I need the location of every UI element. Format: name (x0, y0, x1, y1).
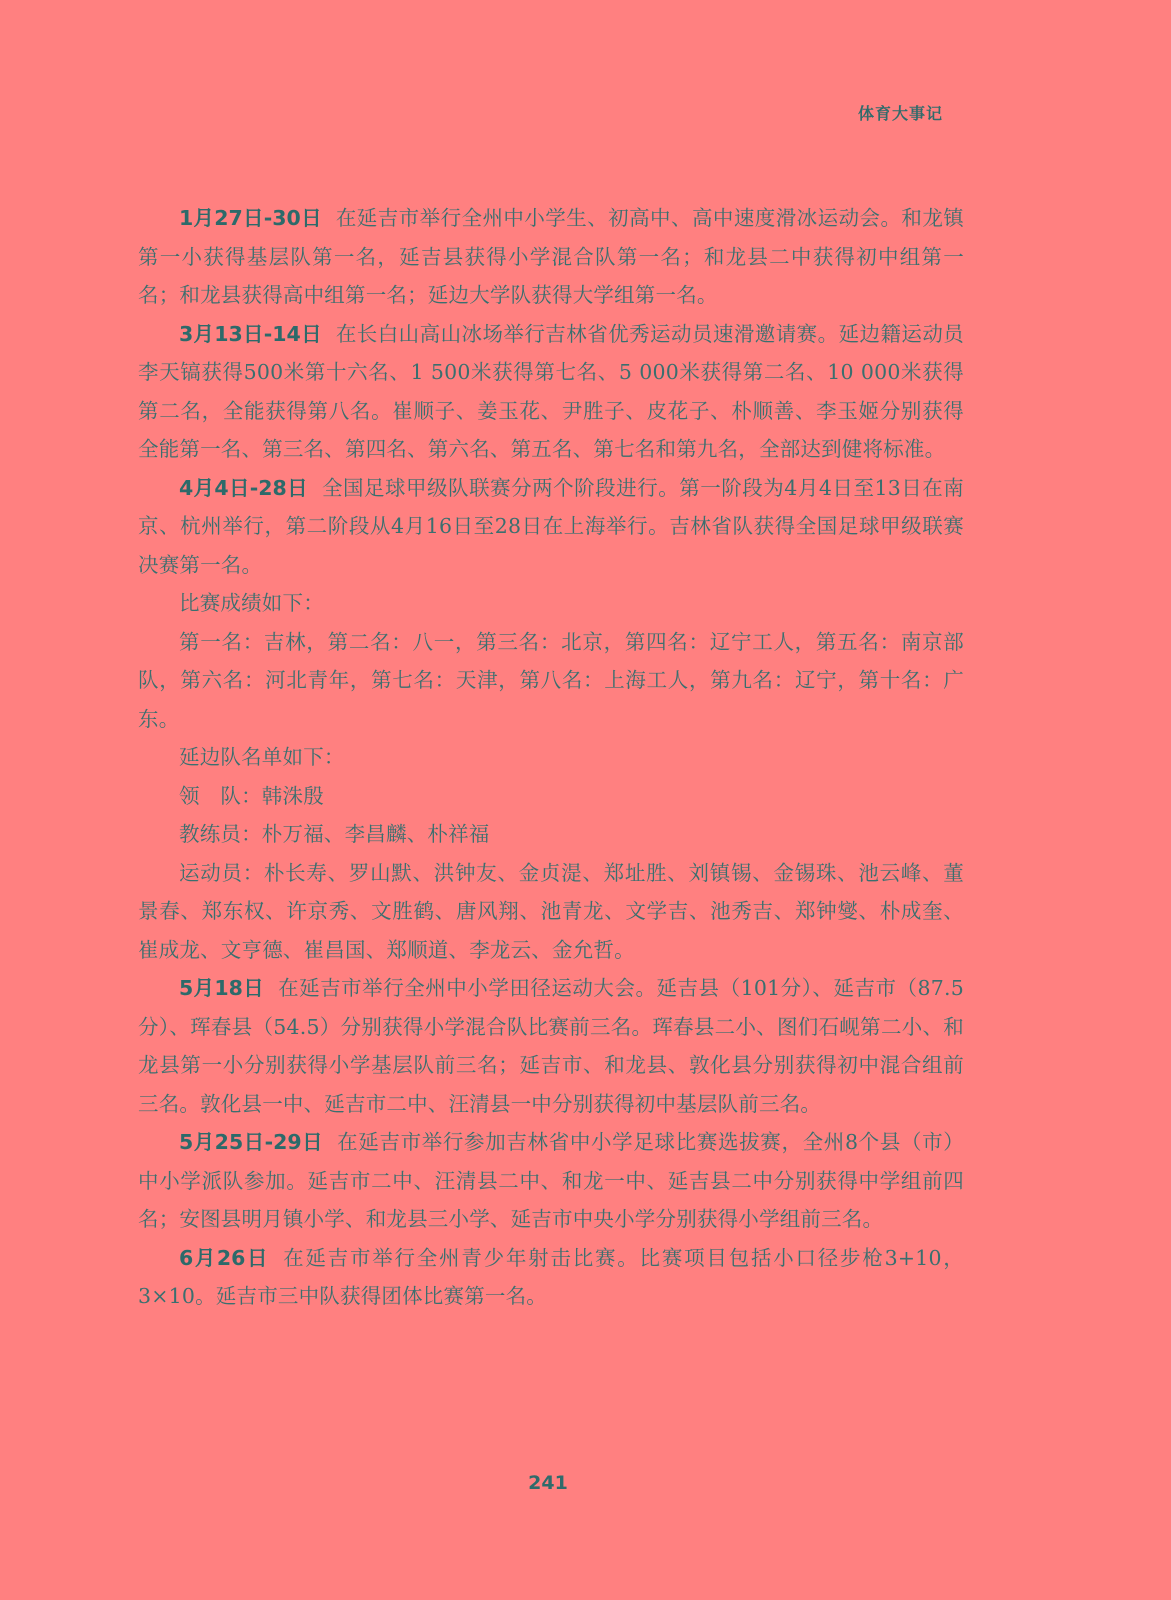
results-text: 第一名：吉林，第二名：八一，第三名：北京，第四名：辽宁工人，第五名：南京部队，第六名：河北青年，第七名：天津，第八名：上海工人，第九名：辽宁，第十名：广东。 (138, 629, 964, 731)
roster-coaches: 教练员：朴万福、李昌麟、朴祥福 (179, 822, 490, 846)
entry-text: 在长白山高山冰场举行吉林省优秀运动员速滑邀请赛。延边籍运动员李天镐获得500米第十六名、1 500米获得第七名、5 000米获得第二名、10 000米获得第二名，全能获得第八名。崔顺子、姜玉花、尹胜子、皮花子、朴顺善、李玉姬分别获得全能第一名、第三名、第四名、第六名、第五名、第七名和第九名，全部达到健将标准。 (138, 321, 965, 461)
entry-paragraph (138, 199, 964, 315)
entry-paragraph (138, 1239, 964, 1316)
entry-date: 3月13日-14日 (179, 321, 322, 346)
entry-paragraph (138, 315, 964, 469)
entry-text: 在延吉市举行参加吉林省中小学足球比赛选拔赛，全州8个县（市）中小学派队参加。延吉市二中、汪清县二中、和龙一中、延吉县二中分别获得中学组前四名；安图县明月镇小学、和龙县三小学、延吉市中央小学分别获得小学组前三名。 (138, 1130, 964, 1231)
running-head-title: 体育大事记 (857, 104, 943, 123)
entry-paragraph (138, 469, 964, 585)
roster-athletes: 运动员：朴长寿、罗山默、洪钟友、金贞湜、郑址胜、刘镇锡、金锡珠、池云峰、董景春、郑东权、许京秀、文胜鹤、唐风翔、池青龙、文学吉、池秀吉、郑钟燮、朴成奎、崔成龙、文亨德、崔昌国、郑顺道、李龙云、金允哲。 (138, 860, 964, 962)
roster-intro: 延边队名单如下： (179, 745, 345, 769)
entry-text: 在延吉市举行全州中小学生、初高中、高中速度滑冰运动会。和龙镇第一小获得基层队第一名，延吉县获得小学混合队第一名；和龙县二中获得初中组第一名；和龙县获得高中组第一名；延边大学队获得大学组第一名。 (138, 206, 965, 307)
page-number: 241 (528, 1472, 568, 1494)
entry-text: 在延吉市举行全州中小学田径运动大会。延吉县（101分）、延吉市（87.5分）、珲春县（54.5）分别获得小学混合队比赛前三名。珲春县二小、图们石岘第二小、和龙县第一小分别获得小学基层队前三名；延吉市、和龙县、敦化县分别获得初中混合组前三名。敦化县一中、延吉市二中、汪清县一中分别获得初中基层队前三名。 (138, 976, 964, 1116)
entry-paragraph (138, 969, 964, 1123)
entry-date: 4月4日-28日 (179, 475, 308, 500)
page-body (138, 199, 964, 1316)
entry-paragraph (138, 1123, 964, 1239)
entry-text: 在延吉市举行全州青少年射击比赛。比赛项目包括小口径步枪3+10，3×10。延吉市三中队获得团体比赛第一名。 (138, 1245, 964, 1308)
entry-date: 5月18日 (179, 976, 265, 1000)
entry-date: 5月25日-29日 (179, 1130, 324, 1154)
roster-leader: 领 队：韩洙殷 (179, 783, 324, 808)
entry-date: 1月27日-30日 (179, 206, 322, 230)
entry-date: 6月26日 (179, 1245, 270, 1270)
results-intro: 比赛成绩如下： (179, 591, 324, 615)
entry-text: 全国足球甲级队联赛分两个阶段进行。第一阶段为4月4日至13日在南京、杭州举行，第二阶段从4月16日至28日在上海举行。吉林省队获得全国足球甲级联赛决赛第一名。 (138, 475, 964, 577)
